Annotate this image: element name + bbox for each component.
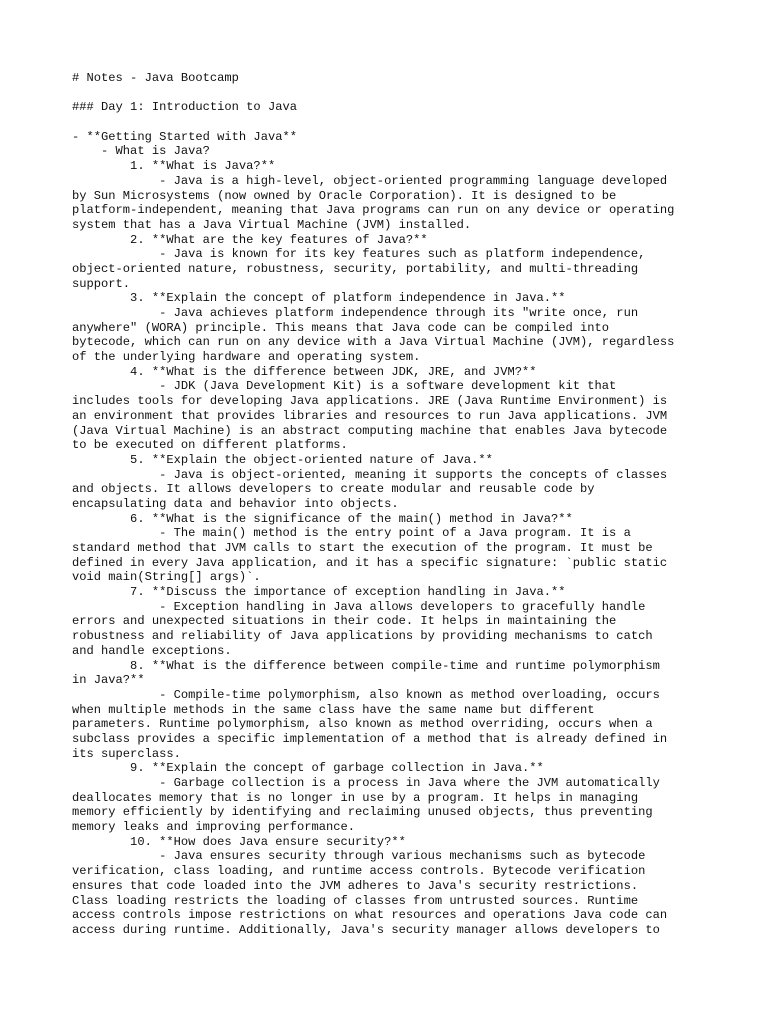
text-line: and objects. It allows developers to create modular and reusable code by xyxy=(72,482,595,497)
text-line: system that has a Java Virtual Machine (JVM) installed. xyxy=(72,217,472,232)
text-line: support. xyxy=(72,276,131,291)
text-line: 8. **What is the difference between compile-time and runtime polymorphism xyxy=(72,658,660,673)
text-line: errors and unexpected situations in their code. It helps in maintaining the xyxy=(72,614,617,629)
text-line: deallocates memory that is no longer in use by a program. It helps in managing xyxy=(72,790,639,805)
text-line: - Java achieves platform independence through its "write once, run xyxy=(72,306,639,320)
text-line: by Sun Microsystems (now owned by Oracle Corporation). It is designed to be xyxy=(72,188,617,203)
text-line: standard method that JVM calls to start the execution of the program. It must be xyxy=(72,541,653,555)
text-line: includes tools for developing Java applications. JRE (Java Runtime Environment) is xyxy=(72,394,668,409)
text-line: in Java?** xyxy=(72,673,145,688)
text-line: 4. **What is the difference between JDK, JRE, and JVM?** xyxy=(72,364,537,379)
text-line: 3. **Explain the concept of platform independence in Java.** xyxy=(72,291,566,306)
text-line: - **Getting Started with Java** xyxy=(72,129,297,144)
document-title: # Notes - Java Bootcamp xyxy=(72,71,239,85)
text-line: defined in every Java application, and it has a specific signature: `public static xyxy=(72,555,668,570)
text-line: subclass provides a specific implementation of a method that is already defined in xyxy=(72,731,668,746)
blank-line xyxy=(72,115,712,130)
text-line: bytecode, which can run on any device with a Java Virtual Machine (JVM), regardless xyxy=(72,335,675,350)
text-line: - Garbage collection is a process in Java where the JVM automatically xyxy=(72,776,660,790)
text-line: - What is Java? xyxy=(72,144,210,159)
text-line: memory leaks and improving performance. xyxy=(72,820,356,835)
text-line: ensures that code loaded into the JVM adheres to Java's security restrictions. xyxy=(72,878,639,893)
text-line: platform-independent, meaning that Java programs can run on any device or operating xyxy=(72,203,675,218)
text-line: and handle exceptions. xyxy=(72,643,232,658)
text-line: object-oriented nature, robustness, security, portability, and multi-threading xyxy=(72,261,639,276)
text-line: - Java is object-oriented, meaning it supports the concepts of classes xyxy=(72,467,668,482)
text-line: access controls impose restrictions on what resources and operations Java code can xyxy=(72,908,668,923)
text-line: robustness and reliability of Java applications by providing mechanisms to catch xyxy=(72,629,653,644)
text-line: parameters. Runtime polymorphism, also known as method overriding, occurs when a xyxy=(72,717,653,732)
text-line: to be executed on different platforms. xyxy=(72,438,348,453)
text-line: - Java ensures security through various mechanisms such as bytecode xyxy=(72,849,646,864)
text-line: memory efficiently by identifying and reclaiming unused objects, thus preventing xyxy=(72,805,653,820)
document-text xyxy=(72,71,712,938)
text-line: 10. **How does Java ensure security?** xyxy=(72,834,406,849)
blank-line xyxy=(72,86,712,101)
text-line: access during runtime. Additionally, Java's security manager allows developers to xyxy=(72,922,660,937)
text-line: of the underlying hardware and operating system. xyxy=(72,350,421,365)
text-line: 9. **Explain the concept of garbage collection in Java.** xyxy=(72,761,544,776)
text-line: verification, class loading, and runtime access controls. Bytecode verification xyxy=(72,864,646,879)
text-line: - Compile-time polymorphism, also known as method overloading, occurs xyxy=(72,687,660,702)
text-line: - Exception handling in Java allows developers to gracefully handle xyxy=(72,599,646,614)
text-line: 1. **What is Java?** xyxy=(72,159,276,174)
text-line: encapsulating data and behavior into objects. xyxy=(72,496,399,511)
text-line: - JDK (Java Development Kit) is a software development kit that xyxy=(72,379,617,394)
text-line: - The main() method is the entry point of a Java program. It is a xyxy=(72,526,631,541)
text-line: (Java Virtual Machine) is an abstract computing machine that enables Java bytecode xyxy=(72,423,668,438)
text-line: 7. **Discuss the importance of exception handling in Java.** xyxy=(72,585,566,600)
text-line: 5. **Explain the object-oriented nature of Java.** xyxy=(72,452,493,467)
text-line: - Java is a high-level, object-oriented programming language developed xyxy=(72,173,668,188)
text-line: 6. **What is the significance of the main() method in Java?** xyxy=(72,511,573,526)
section-heading: ### Day 1: Introduction to Java xyxy=(72,100,297,115)
text-line: when multiple methods in the same class have the same name but different xyxy=(72,702,595,717)
text-line: 2. **What are the key features of Java?** xyxy=(72,232,428,247)
text-line: Class loading restricts the loading of classes from untrusted sources. Runtime xyxy=(72,893,639,908)
text-line: anywhere" (WORA) principle. This means that Java code can be compiled into xyxy=(72,320,610,335)
text-line: its superclass. xyxy=(72,746,181,761)
text-line: - Java is known for its key features such as platform independence, xyxy=(72,247,646,262)
text-line: an environment that provides libraries and resources to run Java applications. JVM xyxy=(72,408,668,423)
text-line: void main(String[] args)`. xyxy=(72,570,261,585)
